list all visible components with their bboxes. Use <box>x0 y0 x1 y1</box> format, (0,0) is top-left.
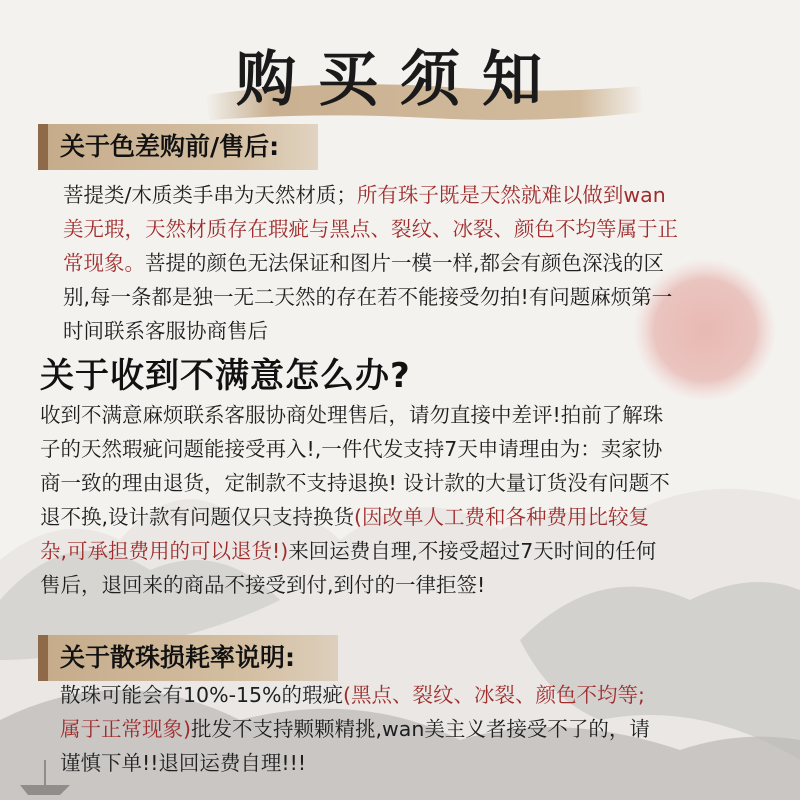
text-line: 子的天然瑕疵问题能接受再入!,一件代发支持7天申请理由为：卖家协 <box>40 437 663 461</box>
text-line: 退不换,设计款有问题仅只支持换货(因改单人工费和各种费用比较复 <box>40 505 650 529</box>
page-title: 购买须知 <box>236 45 564 115</box>
section-color-difference-body <box>63 178 763 348</box>
text-line: 美无瑕，天然材质存在瑕疵与黑点、裂纹、冰裂、颜色不均等属于正 <box>63 217 678 241</box>
text-line: 常现象。菩提的颜色无法保证和图片一模一样,都会有颜色深浅的区 <box>63 251 665 275</box>
text-line: 别,每一条都是独一无二天然的存在若不能接受勿拍!有问题麻烦第一 <box>63 285 673 309</box>
text-line: 散珠可能会有10%-15%的瑕疵(黑点、裂纹、冰裂、颜色不均等; <box>60 683 645 707</box>
section-label-loss-rate: 关于散珠损耗率说明: <box>38 635 338 681</box>
section-dissatisfied-body <box>40 398 770 602</box>
text-line: 收到不满意麻烦联系客服协商处理售后，请勿直接中差评!拍前了解珠 <box>40 403 664 427</box>
title-block <box>150 22 650 122</box>
text-line: 商一致的理由退货，定制款不支持退换! 设计款的大量订货没有问题不 <box>40 471 670 495</box>
section-label-color-difference: 关于色差购前/售后: <box>38 124 318 170</box>
text-line: 谨慎下单!!退回运费自理!!! <box>60 751 307 775</box>
section-heading-dissatisfied: 关于收到不满意怎么办? <box>40 356 411 396</box>
text-line: 时间联系客服协商售后 <box>63 319 268 343</box>
text-line: 属于正常现象)批发不支持颗颗精挑,wan美主义者接受不了的，请 <box>60 717 650 741</box>
text-line: 售后，退回来的商品不接受到付,到付的一律拒签! <box>40 573 486 597</box>
text-line: 杂,可承担费用的可以退货!)来回运费自理,不接受超过7天时间的任何 <box>40 539 657 563</box>
section-loss-rate-body <box>60 678 770 780</box>
text-line: 菩提类/木质类手串为天然材质；所有珠子既是天然就难以做到wan <box>63 183 666 207</box>
